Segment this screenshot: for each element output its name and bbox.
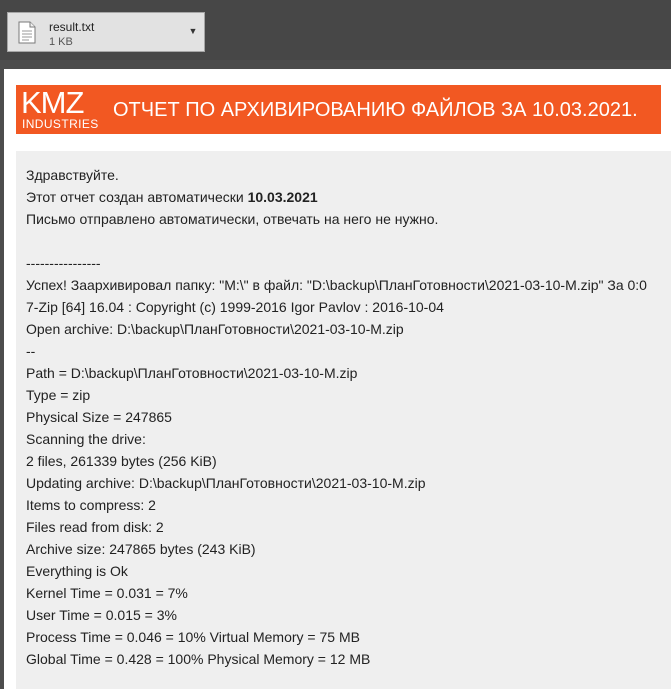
email-body: [4, 69, 671, 689]
report-content: [16, 151, 671, 689]
log-line: --: [26, 343, 36, 359]
banner-title: ОТЧЕТ ПО АРХИВИРОВАНИЮ ФАЙЛОВ ЗА 10.03.2021.: [113, 99, 638, 121]
log-line: Everything is Ok: [26, 563, 128, 579]
log-line: Updating archive: D:\backup\ПланГотовности\2021-03-10-M.zip: [26, 475, 426, 491]
separator-line: ----------------: [26, 255, 101, 271]
log-line: 7-Zip [64] 16.04 : Copyright (c) 1999-2016 Igor Pavlov : 2016-10-04: [26, 299, 444, 315]
log-line: Type = zip: [26, 387, 91, 403]
log-line: Global Time = 0.428 = 100% Physical Memory = 12 MB: [26, 651, 371, 667]
log-line: Open archive: D:\backup\ПланГотовности\2021-03-10-M.zip: [26, 321, 404, 337]
greeting-text: Здравствуйте.: [26, 167, 119, 183]
created-prefix: Этот отчет создан автоматически: [26, 189, 248, 205]
kmz-logo: [21, 85, 105, 132]
attachment-file-size: 1 KB: [49, 36, 73, 48]
attachment-bar: [0, 0, 671, 60]
log-line: User Time = 0.015 = 3%: [26, 607, 177, 623]
log-line: Files read from disk: 2: [26, 519, 164, 535]
logo-sub-text: INDUSTRIES: [22, 117, 99, 131]
log-line: Scanning the drive:: [26, 431, 146, 447]
text-file-icon: [18, 21, 36, 44]
created-line: [26, 186, 671, 208]
blank-line: [26, 230, 671, 252]
created-date: 10.03.2021: [247, 189, 318, 205]
report-text: [26, 164, 671, 670]
log-line: Physical Size = 247865: [26, 409, 172, 425]
chevron-down-icon[interactable]: ▼: [188, 26, 198, 36]
no-reply-text: Письмо отправлено автоматически, отвечать на него не нужно.: [26, 211, 439, 227]
log-line: Archive size: 247865 bytes (243 KiB): [26, 541, 256, 557]
attachment-file-name: result.txt: [49, 20, 95, 34]
log-line: Kernel Time = 0.031 = 7%: [26, 585, 188, 601]
log-line: Process Time = 0.046 = 10% Virtual Memory = 75 MB: [26, 629, 360, 645]
attachment-chip[interactable]: [7, 12, 205, 52]
log-line: Успех! Заархивировал папку: "M:\" в файл: "D:\backup\ПланГотовности\2021-03-10-M.zip" За 0:0: [26, 277, 647, 293]
report-banner: [16, 85, 661, 134]
log-line: 2 files, 261339 bytes (256 KiB): [26, 453, 217, 469]
log-line: Path = D:\backup\ПланГотовности\2021-03-10-M.zip: [26, 365, 358, 381]
logo-main-text: KMZ: [21, 85, 84, 120]
log-line: Items to compress: 2: [26, 497, 156, 513]
